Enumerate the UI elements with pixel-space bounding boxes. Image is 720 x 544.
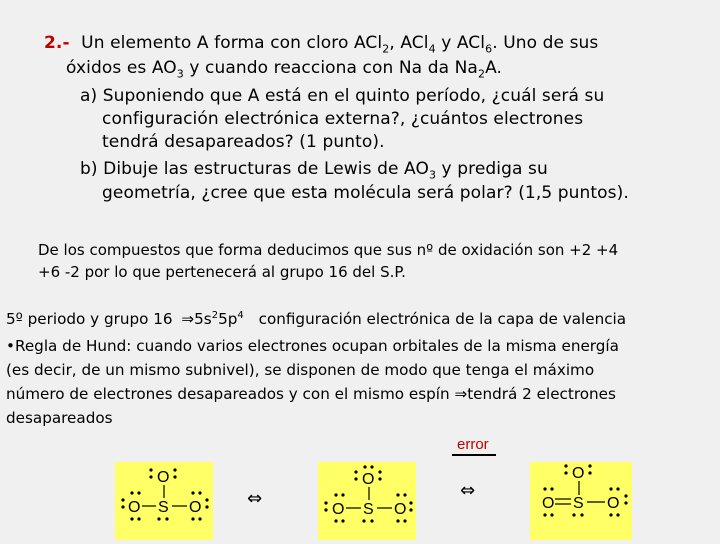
answer-line-2: +6 -2 por lo que pertenecerá al grupo 16 del S.P. [38, 263, 406, 281]
lewis-left-oxygen: O [128, 499, 141, 516]
question-line-1: 2.- Un elemento A forma con cloro ACl$_2$, ACl$_4$ y ACl$_6$. Uno de sus [44, 33, 599, 56]
lewis-left-oxygen-2: O [332, 501, 345, 518]
explanation-suffix: configuración electrónica de la capa de valencia [258, 310, 627, 329]
lewis-sulfur-2: S [363, 501, 374, 518]
lewis-structure-1 [115, 462, 213, 540]
explanation-prefix: 5º periodo y grupo 16 [6, 310, 173, 329]
hund-text-3-suffix: tendrá 2 electrones [467, 385, 616, 403]
question-line-2: óxidos es $AO_3$ y cuando reacciona con Na da $Na_2A$. [66, 58, 502, 81]
error-label: error [457, 436, 489, 453]
hund-line-1 [6, 337, 619, 355]
question-a-line-2: configuración electrónica externa?, ¿cuántos electrones [102, 109, 584, 129]
lewis-structure-2 [318, 462, 416, 540]
lewis-sulfur-3: S [573, 495, 584, 512]
hund-line-3 [6, 385, 616, 403]
question-b-line-2: geometría, ¿cree que esta molécula será polar? (1,5 puntos). [102, 183, 629, 203]
lewis-left-oxygen-3: O [542, 495, 555, 512]
lewis-sulfur: S [158, 499, 169, 516]
lewis-right-oxygen: O [189, 499, 202, 516]
resonance-arrow-icon-2: ⇔ [460, 480, 476, 501]
lewis-structure-3-svg [530, 462, 632, 540]
lewis-structure-1-svg [115, 462, 213, 540]
question-a-line-1: a) Suponiendo que A está en el quinto período, ¿cuál será su [80, 86, 605, 106]
hund-line-4: desapareados [6, 409, 113, 427]
hund-text-3: número de electrones desapareados y con el mismo espín [6, 385, 450, 403]
resonance-arrow-icon-1: ⇔ [247, 488, 263, 509]
answer-line-1: De los compuestos que forma deducimos que sus nº de oxidación son +2 +4 [38, 241, 619, 259]
electron-configuration: $5s^25p^4$ [194, 310, 244, 329]
implies-arrow-icon: ⇒ [181, 310, 195, 329]
question-b-line-1: b) Dibuje las estructuras de Lewis de $AO_3$ y prediga su [80, 159, 548, 182]
hund-line-2: (es decir, de un mismo subnivel), se disponen de modo que tenga el máximo [6, 361, 595, 379]
lewis-right-oxygen-2: O [394, 501, 407, 518]
question-number: 2.- [44, 33, 70, 53]
bullet-icon: • [6, 337, 15, 355]
lewis-structure-2-svg [318, 462, 416, 540]
lewis-top-oxygen-3: O [572, 465, 585, 482]
lewis-top-oxygen: O [157, 469, 170, 486]
lewis-top-oxygen-2: O [362, 471, 375, 488]
error-underline [452, 454, 496, 456]
question-a-line-3: tendrá desapareados? (1 punto). [102, 132, 385, 152]
implies-arrow-icon-2: ⇒ [454, 385, 468, 403]
lewis-structure-3 [530, 462, 632, 540]
lewis-right-oxygen-3: O [607, 495, 620, 512]
explanation-line-1 [6, 310, 626, 328]
hund-text-1: Regla de Hund: cuando varios electrones ocupan orbitales de la misma energía [14, 337, 619, 355]
